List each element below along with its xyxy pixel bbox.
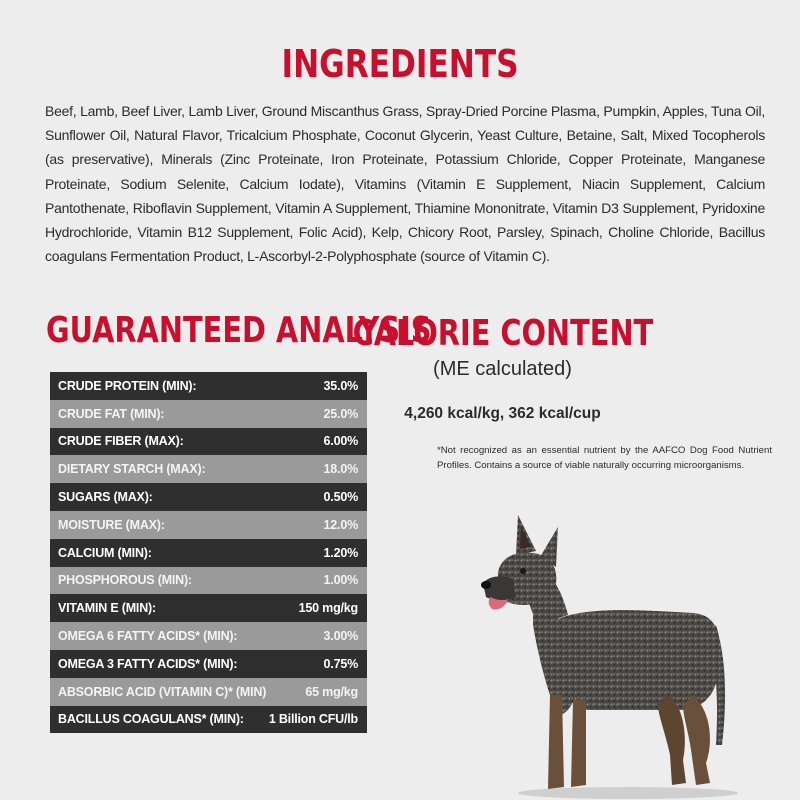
guaranteed-analysis-table xyxy=(50,372,367,733)
analysis-row-label: PHOSPHOROUS (MIN): xyxy=(58,573,192,588)
analysis-row-label: ABSORBIC ACID (VITAMIN C)* (MIN) xyxy=(58,684,267,699)
dog-photo-icon xyxy=(478,505,738,800)
analysis-row xyxy=(50,650,367,678)
analysis-row xyxy=(50,511,367,539)
analysis-row-value: 35.0% xyxy=(323,378,358,393)
guaranteed-analysis-title: GUARANTEED ANALYSIS xyxy=(46,310,432,351)
analysis-row-value: 3.00% xyxy=(323,629,358,644)
calorie-content-title xyxy=(0,313,800,354)
analysis-row xyxy=(50,483,367,511)
analysis-row-label: BACILLUS COAGULANS* (MIN): xyxy=(58,712,244,727)
calorie-content-title-text: CALORIE CONTENT xyxy=(352,313,653,354)
analysis-row-value: 18.0% xyxy=(323,462,358,477)
analysis-row xyxy=(50,539,367,567)
analysis-row-label: CRUDE PROTEIN (MIN): xyxy=(58,378,197,393)
analysis-row-value: 0.75% xyxy=(323,656,358,671)
analysis-row xyxy=(50,594,367,622)
analysis-row-label: CRUDE FAT (MIN): xyxy=(58,406,165,421)
analysis-row xyxy=(50,455,367,483)
analysis-row-value: 1.00% xyxy=(323,573,358,588)
analysis-row-value: 1 Billion CFU/lb xyxy=(268,712,358,727)
analysis-row-label: CALCIUM (MIN): xyxy=(58,545,152,560)
analysis-row-value: 1.20% xyxy=(323,545,358,560)
calorie-subtitle: (ME calculated) xyxy=(433,358,572,380)
analysis-row-label: DIETARY STARCH (MAX): xyxy=(58,462,206,477)
analysis-row xyxy=(50,622,367,650)
analysis-row-label: SUGARS (MAX): xyxy=(58,490,153,505)
analysis-row xyxy=(50,428,367,456)
analysis-row-value: 65 mg/kg xyxy=(305,684,358,699)
analysis-row-label: OMEGA 6 FATTY ACIDS* (MIN): xyxy=(58,629,238,644)
analysis-row xyxy=(50,678,367,706)
analysis-row-value: 150 mg/kg xyxy=(298,601,358,616)
calorie-values: 4,260 kcal/kg, 362 kcal/cup xyxy=(404,405,601,422)
analysis-row-value: 0.50% xyxy=(323,490,358,505)
ingredients-title: INGREDIENTS xyxy=(281,42,519,86)
analysis-row-label: MOISTURE (MAX): xyxy=(58,517,165,532)
analysis-row-label: OMEGA 3 FATTY ACIDS* (MIN): xyxy=(58,656,238,671)
footnote: *Not recognized as an essential nutrient by the AAFCO Dog Food Nutrient Profiles. Contains a source of viable naturally occurring microorganisms. xyxy=(437,445,772,471)
analysis-row xyxy=(50,567,367,595)
analysis-row-value: 6.00% xyxy=(323,434,358,449)
ingredients-list: Beef, Lamb, Beef Liver, Lamb Liver, Ground Miscanthus Grass, Spray-Dried Porcine Plasma, Pumpkin, Apples, Tuna Oil, Sunflower Oil, Natural Flavor, Tricalcium Phosphate, Coconut Glycerin, Yeast Culture, Betaine, Salt, Mixed Tocopherols (as preservative), Minerals (Zinc Proteinate, Iron Proteinate, Potassium Chloride, Copper Proteinate, Manganese Proteinate, Sodium Selenite, Calcium Iodate), Vitamins (Vitamin E Supplement, Niacin Supplement, Calcium Pantothenate, Riboflavin Supplement, Vitamin A Supplement, Thiamine Mononitrate, Vitamin D3 Supplement, Pyridoxine Hydrochloride, Vitamin B12 Supplement, Folic Acid), Kelp, Chicory Root, Parsley, Spinach, Choline Chloride, Bacillus coagulans Fermentation Product, L-Ascorbyl-2-Polyphosphate (source of Vitamin C). xyxy=(45,103,765,265)
analysis-row xyxy=(50,706,367,734)
analysis-row-value: 12.0% xyxy=(323,517,358,532)
analysis-row-label: CRUDE FIBER (MAX): xyxy=(58,434,184,449)
analysis-row-value: 25.0% xyxy=(323,406,358,421)
analysis-row-label: VITAMIN E (MIN): xyxy=(58,601,156,616)
